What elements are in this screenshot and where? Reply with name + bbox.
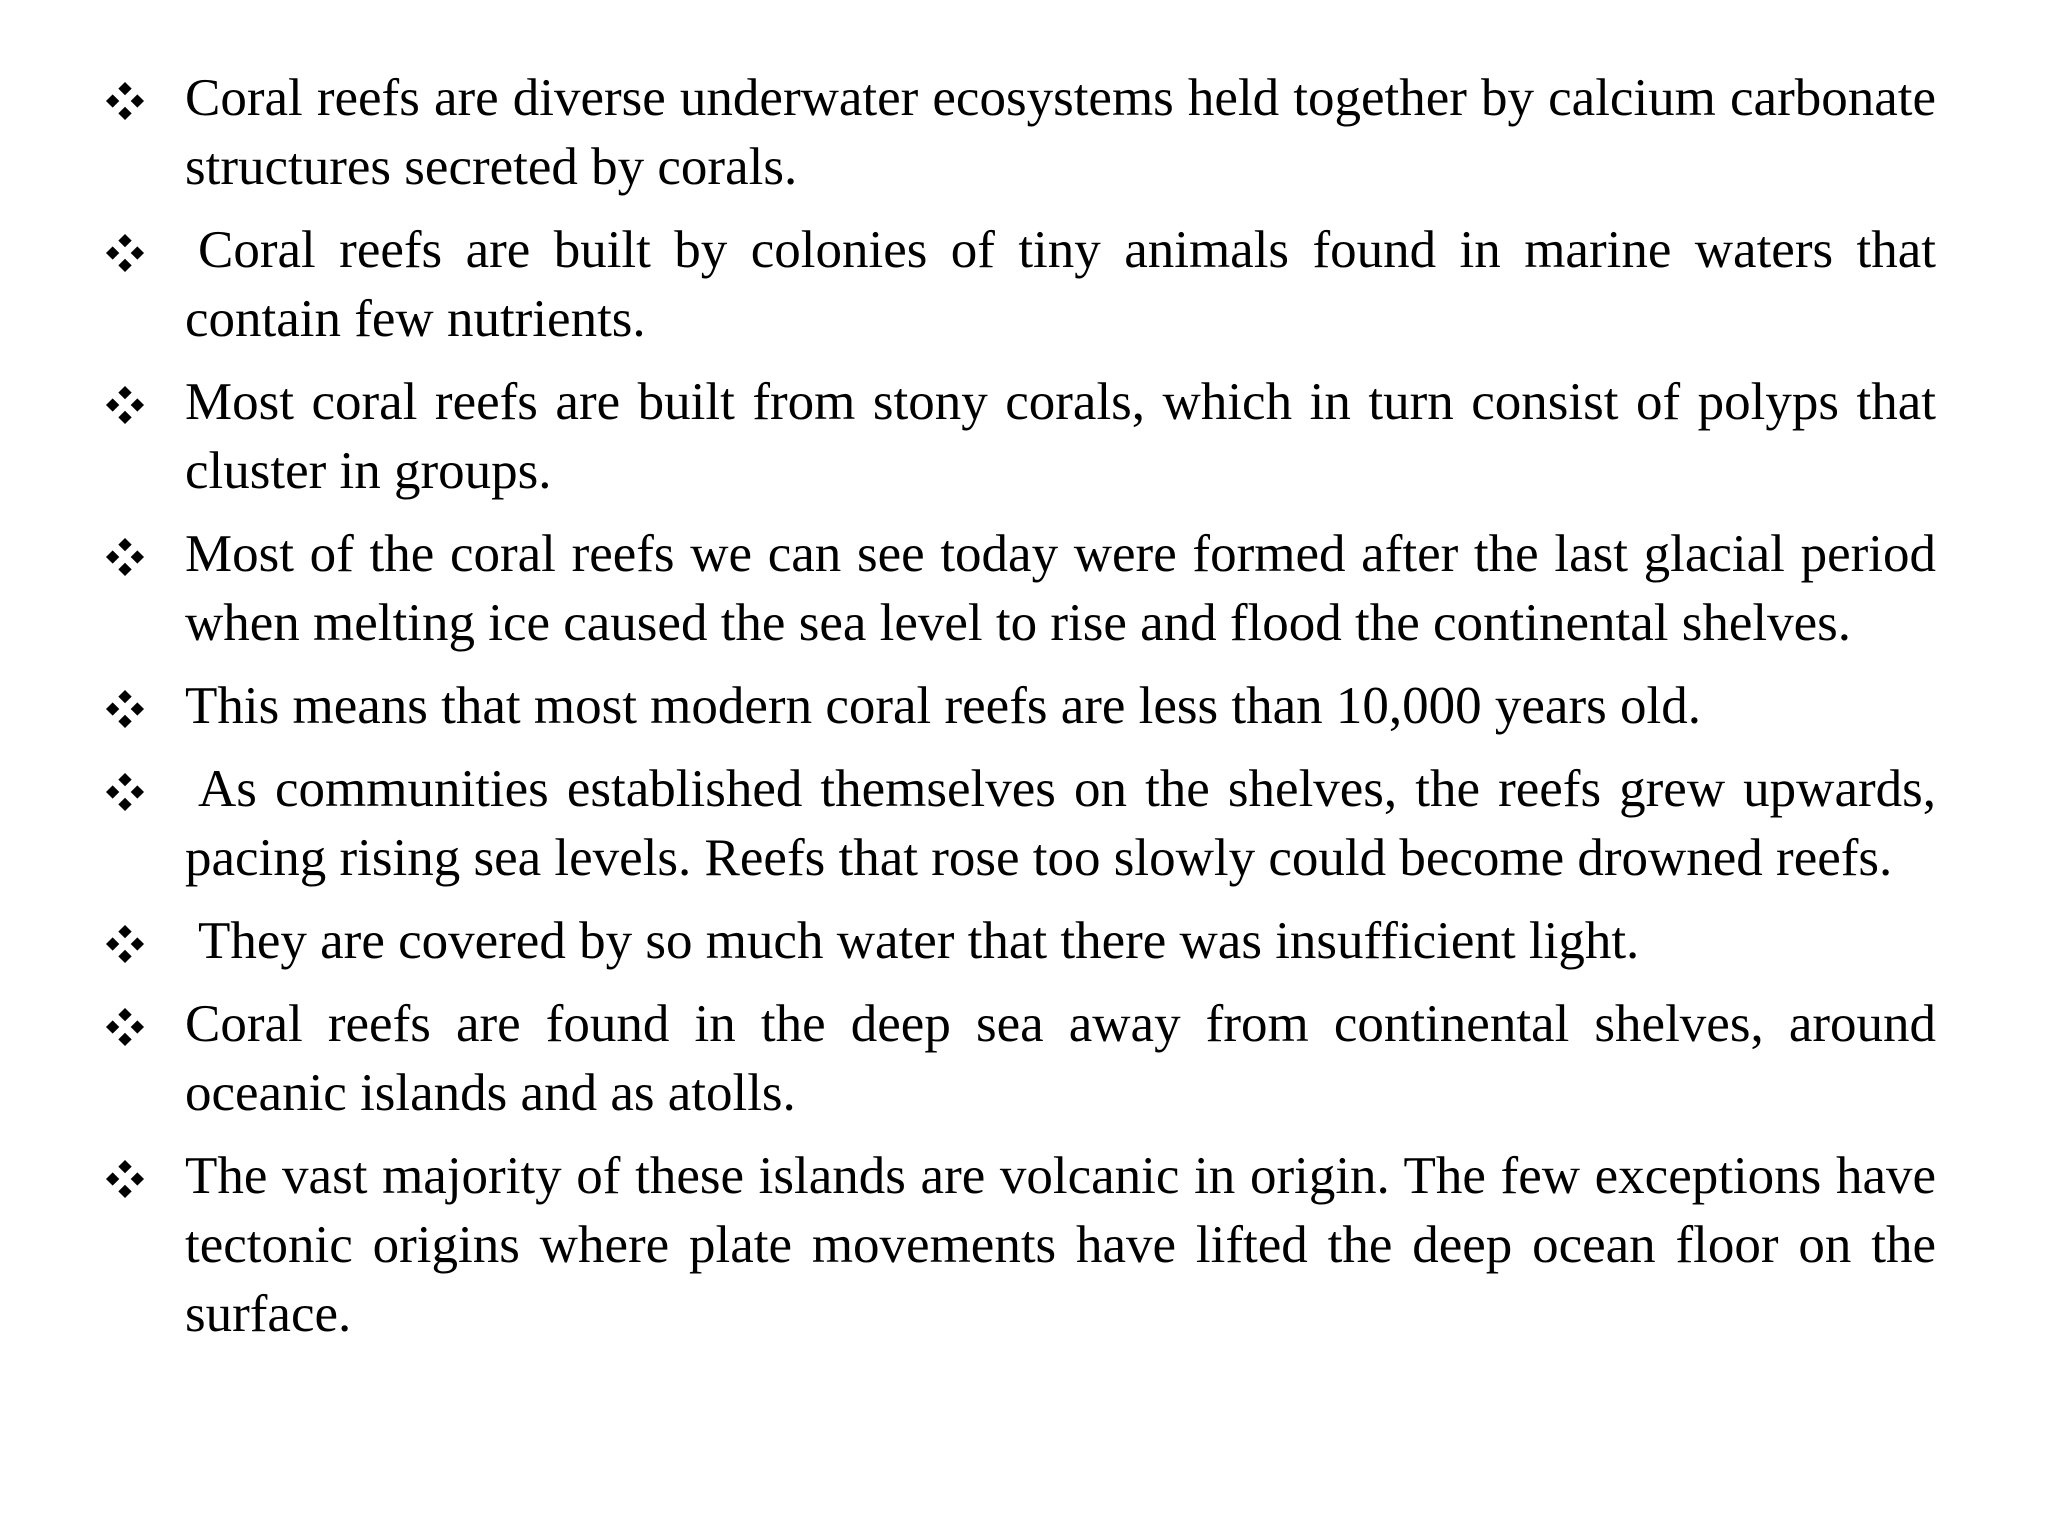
bullet-text: Most coral reefs are built from stony corals, which in turn consist of polyps that cluster in groups. xyxy=(185,373,1936,500)
list-item xyxy=(106,990,1936,1128)
bullet-text: Coral reefs are built by colonies of tiny animals found in marine waters that contain few nutrients. xyxy=(185,221,1936,348)
list-item xyxy=(106,907,1936,976)
bullet-text: Most of the coral reefs we can see today were formed after the last glacial period when melting ice caused the sea level to rise and flood the continental shelves. xyxy=(185,525,1936,652)
four-diamond-bullet-icon xyxy=(106,386,144,424)
four-diamond-bullet-icon xyxy=(106,1160,144,1198)
list-item xyxy=(106,1142,1936,1349)
bullet-text: The vast majority of these islands are volcanic in origin. The few exceptions have tectonic origins where plate movements have lifted the deep ocean floor on the surface. xyxy=(185,1147,1936,1343)
list-item xyxy=(106,672,1936,741)
bullet-text: As communities established themselves on the shelves, the reefs grew upwards, pacing rising sea levels. Reefs that rose too slowly could become drowned reefs. xyxy=(185,760,1936,887)
four-diamond-bullet-icon xyxy=(106,925,144,963)
list-item xyxy=(106,64,1936,202)
bullet-text: Coral reefs are found in the deep sea away from continental shelves, around oceanic islands and as atolls. xyxy=(185,995,1936,1122)
list-item xyxy=(106,755,1936,893)
four-diamond-bullet-icon xyxy=(106,82,144,120)
bullet-text: This means that most modern coral reefs are less than 10,000 years old. xyxy=(185,677,1701,735)
four-diamond-bullet-icon xyxy=(106,538,144,576)
list-item xyxy=(106,216,1936,354)
four-diamond-bullet-icon xyxy=(106,234,144,272)
list-item xyxy=(106,368,1936,506)
list-item xyxy=(106,520,1936,658)
four-diamond-bullet-icon xyxy=(106,773,144,811)
bullet-text: They are covered by so much water that there was insufficient light. xyxy=(198,912,1640,970)
four-diamond-bullet-icon xyxy=(106,690,144,728)
bullet-list xyxy=(106,64,1936,1363)
four-diamond-bullet-icon xyxy=(106,1008,144,1046)
bullet-text: Coral reefs are diverse underwater ecosystems held together by calcium carbonate structures secreted by corals. xyxy=(185,69,1936,196)
